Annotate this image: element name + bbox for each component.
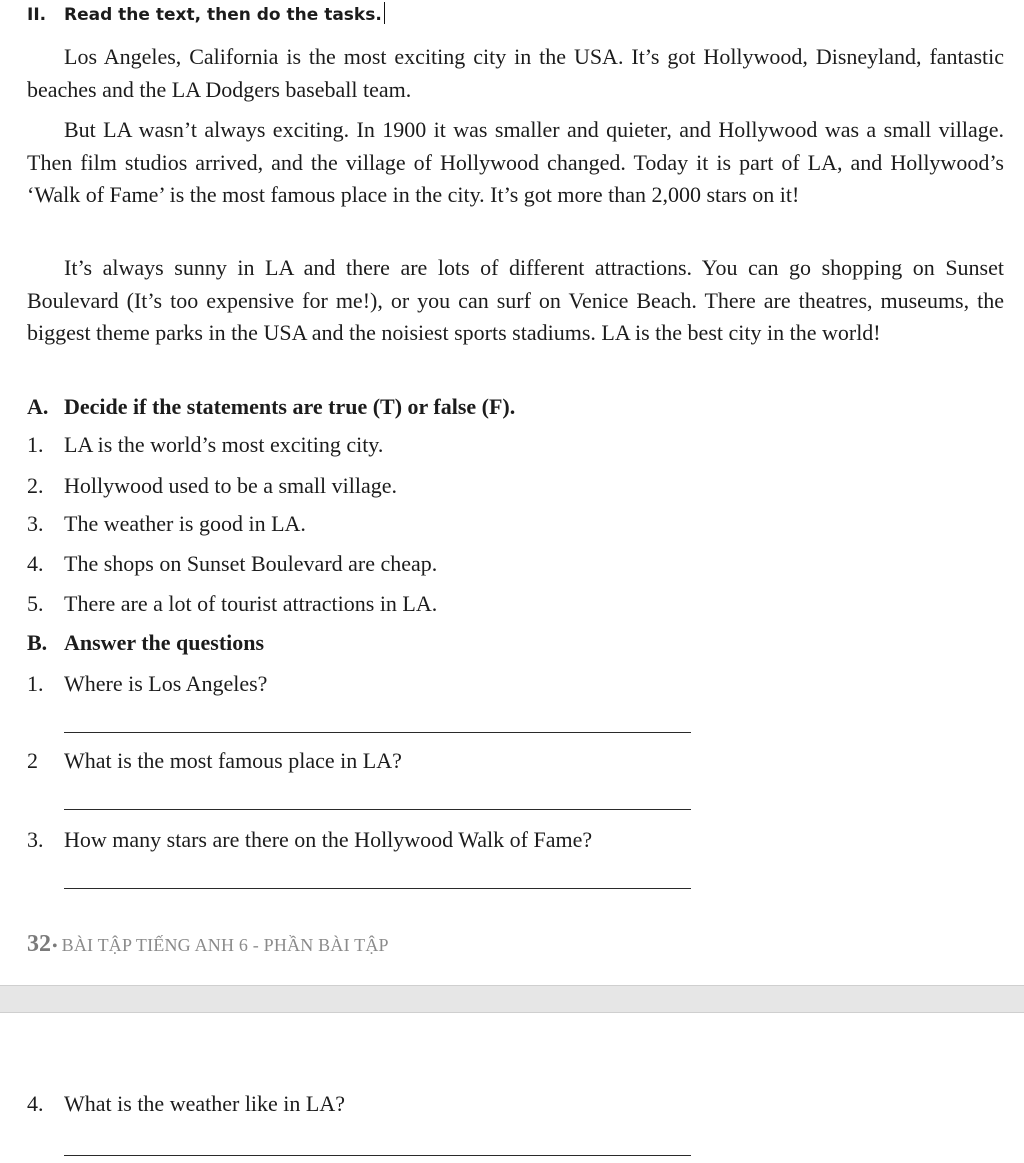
answer-line-3[interactable] <box>64 888 691 889</box>
section-b-title: Answer the questions <box>64 630 265 655</box>
question-1 <box>27 669 267 699</box>
section-a-title: Decide if the statements are true (T) or false (F). <box>64 394 516 419</box>
question-number: 2 <box>27 748 38 773</box>
section-a-label: A. <box>27 394 49 419</box>
question-number: 1. <box>27 671 44 696</box>
page-break <box>0 985 1024 1013</box>
statement-text: Hollywood used to be a small village. <box>64 473 397 498</box>
statement-2 <box>27 471 397 501</box>
page-footer <box>27 931 389 958</box>
statement-5 <box>27 589 437 619</box>
exercise-number: II. <box>27 5 47 25</box>
statement-number: 2. <box>27 473 44 498</box>
statement-number: 3. <box>27 511 44 536</box>
question-3 <box>27 825 592 855</box>
exercise-heading <box>27 2 385 28</box>
passage-paragraph-3: It’s always sunny in LA and there are lots of different attractions. You can go shopping on Sunset Boulevard (It’s too expensive for me!), or you can surf on Venice Beach. There are theatres, museums, the biggest theme parks in the USA and the noisiest sports stadiums. LA is the best city in the world! <box>27 255 1004 345</box>
section-b-heading <box>27 628 264 658</box>
question-text: What is the weather like in LA? <box>64 1091 346 1116</box>
question-text: How many stars are there on the Hollywood Walk of Fame? <box>64 827 593 852</box>
page-number: 32 <box>27 931 51 957</box>
question-text: What is the most famous place in LA? <box>64 748 402 773</box>
answer-line-2[interactable] <box>64 809 691 810</box>
exercise-title: Read the text, then do the tasks. <box>64 5 382 25</box>
answer-line-4[interactable] <box>64 1155 691 1156</box>
statement-text: The weather is good in LA. <box>64 511 306 536</box>
footer-bullet: • <box>52 938 58 955</box>
statement-4 <box>27 549 437 579</box>
statement-number: 4. <box>27 551 44 576</box>
document-page-2 <box>0 1013 1024 1163</box>
question-4 <box>27 1089 345 1119</box>
question-2 <box>27 746 402 776</box>
section-b-label: B. <box>27 630 48 655</box>
passage-paragraph-1: Los Angeles, California is the most exciting city in the USA. It’s got Hollywood, Disneyland, fantastic beaches and the LA Dodgers baseball team. <box>27 44 1004 102</box>
statement-3 <box>27 509 306 539</box>
footer-title: BÀI TẬP TIẾNG ANH 6 - PHẦN BÀI TẬP <box>61 935 389 955</box>
passage-paragraph-2: But LA wasn’t always exciting. In 1900 it was smaller and quieter, and Hollywood was a small village. Then film studios arrived, and the village of Hollywood changed. Today it is part of LA, and Hollywood’s ‘Walk of Fame’ is the most famous place in the city. It’s got more than 2,000 stars on it! <box>27 117 1004 207</box>
question-text: Where is Los Angeles? <box>64 671 268 696</box>
statement-number: 5. <box>27 591 44 616</box>
statement-text: The shops on Sunset Boulevard are cheap. <box>64 551 438 576</box>
answer-line-1[interactable] <box>64 732 691 733</box>
statement-number: 1. <box>27 432 44 457</box>
text-cursor <box>384 2 386 24</box>
question-number: 3. <box>27 827 44 852</box>
question-number: 4. <box>27 1091 44 1116</box>
section-a-heading <box>27 392 515 422</box>
statement-text: LA is the world’s most exciting city. <box>64 432 384 457</box>
statement-1 <box>27 430 383 460</box>
statement-text: There are a lot of tourist attractions in LA. <box>64 591 438 616</box>
